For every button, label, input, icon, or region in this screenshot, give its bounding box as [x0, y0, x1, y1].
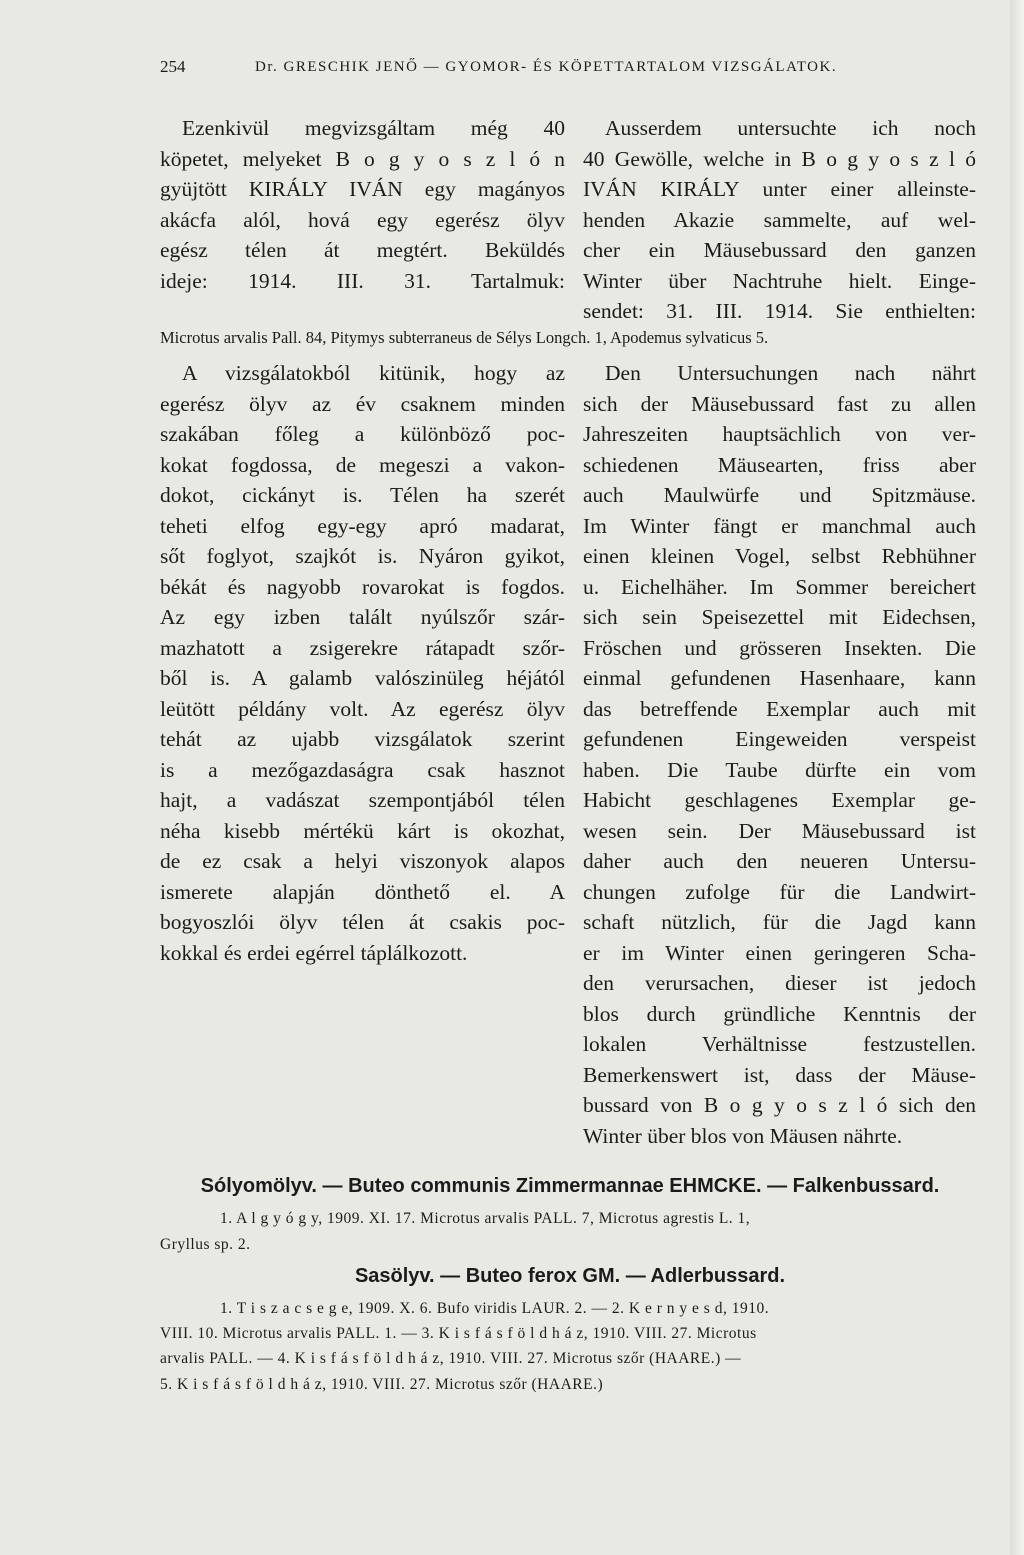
para2-right-line: haben. Die Taube dürfte ein vom — [583, 757, 976, 782]
para1-right-line: Winter über Nachtruhe hielt. Einge- — [583, 268, 976, 293]
para2-left-line: is a mezőgazdaságra csak hasznot — [160, 757, 565, 782]
para1-right-line: cher ein Mäusebussard den ganzen — [583, 238, 976, 262]
para1-left-line: ideje: 1914. III. 31. Tartalmuk: — [160, 268, 565, 293]
para2-right-line: schaft nützlich, für die Jagd kann — [583, 910, 976, 934]
species2-record-line: VIII. 10. Microtus arvalis PALL. 1. — 3. K i s f á s f ö l d h á z, 1910. VIII. 27. Microtus — [160, 1325, 757, 1342]
para2-left-line: néha kisebb mértékü kárt is okozhat, — [160, 818, 565, 843]
para2-left-line: tehát az ujabb vizsgálatok szerint — [160, 727, 565, 751]
para2-left-line: leütött példány volt. Az egerész ölyv — [160, 696, 565, 721]
para2-right-line: sich sein Speisezettel mit Eidechsen, — [583, 605, 976, 629]
species2-record-line: 1. T i s z a c s e g e, 1909. X. 6. Bufo viridis LAUR. 2. — 2. K e r n y e s d, 1910. — [220, 1300, 770, 1317]
para2-right-line: Im Winter fängt er manchmal auch — [583, 513, 976, 538]
para2-right-line: daher auch den neueren Untersu- — [583, 849, 976, 873]
page-edge — [1010, 0, 1024, 1555]
para1-left-line: egész télen át megtért. Beküldés — [160, 238, 565, 262]
species2-record-line: arvalis PALL. — 4. K i s f á s f ö l d h á z, 1910. VIII. 27. Microtus szőr (HAARE.) — — [160, 1350, 742, 1367]
para2-right-line: Habicht geschlagenes Exemplar ge- — [583, 788, 976, 812]
para2-left-line: dokot, cickányt is. Télen ha szerét — [160, 483, 565, 507]
para2-left-line: A vizsgálatokból kitünik, hogy az — [182, 361, 565, 385]
para2-left-line: hajt, a vadászat szempontjából télen — [160, 788, 565, 812]
para1-left-line: Ezenkivül megvizsgáltam még 40 — [182, 116, 565, 140]
species1-record-line: Gryllus sp. 2. — [160, 1236, 251, 1253]
para2-right-line: Winter über blos von Mäusen nährte. — [583, 1123, 903, 1148]
species1-heading-text: Sólyomölyv. — Buteo communis Zimmermannae EHMCKE. — Falkenbussard. — [200, 1175, 940, 1197]
para2-right-line: wesen sein. Der Mäusebussard ist — [583, 818, 976, 843]
para2-right-line: den verursachen, dieser ist jedoch — [583, 971, 976, 995]
para2-right-line: Jahreszeiten hauptsächlich von ver- — [583, 422, 976, 446]
para1-hungarian — [160, 113, 565, 296]
para2-right-line: blos durch gründliche Kenntnis der — [583, 1001, 976, 1026]
para2-left-line: teheti elfog egy-egy apró madarat, — [160, 513, 565, 538]
para2-right-line: u. Eichelhäher. Im Sommer bereichert — [583, 574, 976, 599]
para1-left-line: gyüjtött KIRÁLY IVÁN egy magányos — [160, 177, 565, 201]
species2-heading-text: Sasölyv. — Buteo ferox GM. — Adlerbussard. — [354, 1265, 786, 1287]
para2-left-line: Az egy izben talált nyúlszőr szár- — [160, 605, 565, 629]
para2-right-line: einmal gefundenen Hasenhaare, kann — [583, 666, 976, 690]
species1-record-line: 1. A l g y ó g y, 1909. XI. 17. Microtus arvalis PALL. 7, Microtus agrestis L. 1, — [220, 1210, 751, 1227]
para2-left-line: bogyoszlói ölyv télen át csakis poc- — [160, 910, 565, 934]
para2-hungarian — [160, 358, 565, 968]
para2-right-line: Bemerkenswert ist, dass der Mäuse- — [583, 1062, 976, 1087]
para2-left-line: mazhatott a zsigerekre rátapadt szőr- — [160, 635, 565, 660]
page-number: 254 — [160, 57, 186, 76]
para2-left-line: egerész ölyv az év csaknem minden — [160, 391, 565, 416]
para2-right-line: das betreffende Exemplar auch mit — [583, 696, 976, 721]
para2-left-line: békát és nagyobb rovarokat is fogdos. — [160, 574, 565, 599]
para2-left-line: sőt foglyot, szajkót is. Nyáron gyikot, — [160, 544, 565, 568]
para1-left-line: akácfa alól, hová egy egerész ölyv — [160, 207, 565, 232]
para2-left-line: szakában főleg a különböző poc- — [160, 422, 565, 446]
running-title: Dr. GRESCHIK JENŐ — GYOMOR- ÉS KÖPETTARTALOM VIZSGÁLATOK. — [255, 59, 838, 75]
para1-right-line: henden Akazie sammelte, auf wel- — [583, 207, 976, 232]
para2-right-line: bussard von B o g y o s z l ó sich den — [583, 1093, 976, 1117]
para2-left-line: ismerete alapján dönthető el. A — [160, 879, 565, 904]
para2-german — [583, 358, 976, 1151]
para2-right-line: auch Maulwürfe und Spitzmäuse. — [583, 483, 976, 507]
para1-left-line: köpetet, melyeket B o g y o s z l ó n — [160, 146, 565, 171]
para2-left-line: de ez csak a helyi viszonyok alapos — [160, 849, 565, 873]
para2-right-line: einen kleinen Vogel, selbst Rebhühner — [583, 544, 976, 568]
para2-left-line: kokat fogdossa, de megeszi a vakon- — [160, 452, 565, 477]
para2-right-line: Den Untersuchungen nach nährt — [605, 361, 976, 385]
species2-record-line: 5. K i s f á s f ö l d h á z, 1910. VIII. 27. Microtus szőr (HAARE.) — [160, 1376, 604, 1393]
para1-right-line: 40 Gewölle, welche in B o g y o s z l ó — [583, 146, 976, 171]
para2-right-line: Fröschen und grösseren Insekten. Die — [583, 635, 976, 660]
para2-right-line: schiedenen Mäusearten, friss aber — [583, 452, 976, 477]
para1-right-line: Ausserdem untersuchte ich noch — [605, 116, 976, 140]
para1-right-line: sendet: 31. III. 1914. Sie enthielten: — [583, 299, 976, 323]
para2-right-line: chungen zufolge für die Landwirt- — [583, 879, 976, 904]
contents-line: Microtus arvalis Pall. 84, Pitymys subterraneus de Sélys Longch. 1, Apodemus sylvaticus 5. — [160, 328, 769, 347]
para2-right-line: er im Winter einen geringeren Scha- — [583, 940, 976, 965]
para2-right-line: sich der Mäusebussard fast zu allen — [583, 391, 976, 416]
species1-heading — [160, 1175, 980, 1198]
para2-right-line: lokalen Verhältnisse festzustellen. — [583, 1032, 976, 1056]
species2-heading — [160, 1265, 980, 1288]
para1-german — [583, 113, 976, 327]
para1-right-line: IVÁN KIRÁLY unter einer alleinste- — [583, 177, 976, 201]
para2-left-line: ből is. A galamb valószinüleg héjától — [160, 666, 565, 690]
para2-left-line: kokkal és erdei egérrel táplálkozott. — [160, 940, 468, 965]
para2-right-line: gefundenen Eingeweiden verspeist — [583, 727, 976, 751]
